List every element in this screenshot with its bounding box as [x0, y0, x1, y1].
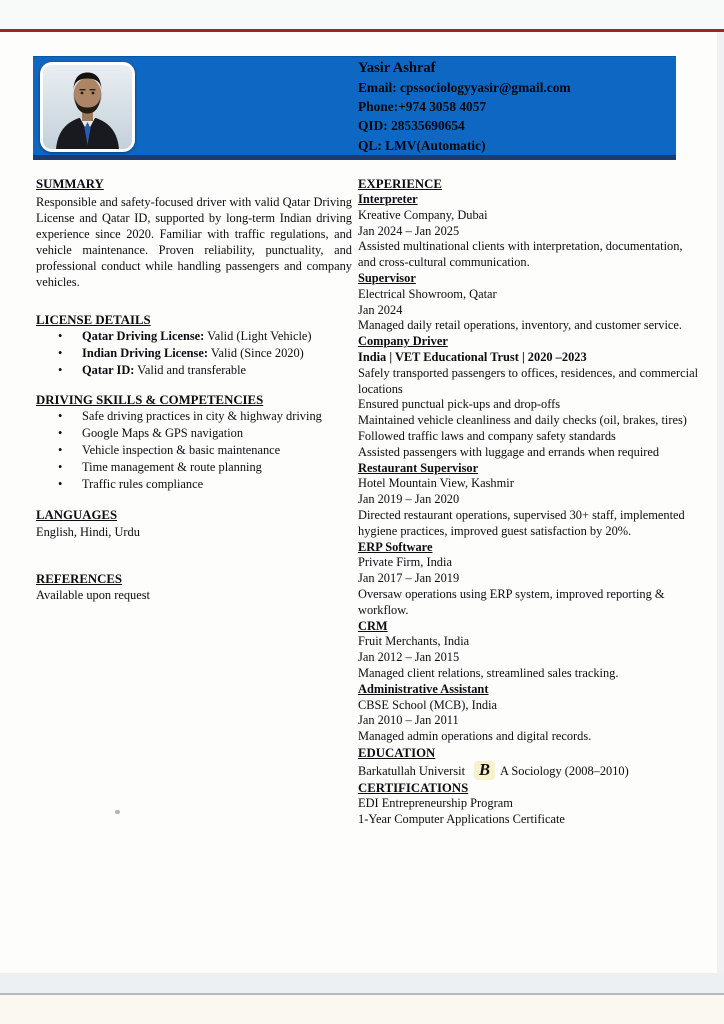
- page-right-edge: [717, 32, 724, 973]
- driving-skills-title: DRIVING SKILLS & COMPETENCIES: [36, 392, 264, 407]
- contact-qid: QID: 28535690654: [358, 118, 465, 134]
- license-item: • Qatar Driving License: Valid (Light Vehicle): [36, 328, 352, 345]
- job-entry: [358, 334, 702, 460]
- job-line: India | VET Educational Trust | 2020 –2023: [358, 349, 587, 364]
- experience-title: EXPERIENCE: [358, 177, 442, 191]
- job-line: Directed restaurant operations, supervised 30+ staff, implemented hygiene practices, improved guest satisfaction by 20%.: [358, 507, 685, 538]
- job-line: Private Firm, India: [358, 555, 452, 570]
- certification-item: EDI Entrepreneurship Program: [358, 795, 513, 810]
- job-title: CRM: [358, 618, 388, 633]
- license-item-label: Indian Driving License:: [82, 346, 208, 361]
- job-line: Safely transported passengers to offices, residences, and commercial locations: [358, 365, 699, 396]
- person-name: Yasir Ashraf: [358, 60, 436, 76]
- languages-title: LANGUAGES: [36, 507, 118, 522]
- experience-entries: [358, 192, 702, 745]
- job-entry: [358, 682, 702, 745]
- job-entry: [358, 540, 702, 619]
- license-list: [36, 328, 352, 380]
- profile-photo-image: [43, 65, 132, 149]
- certification-item: 1-Year Computer Applications Certificate: [358, 811, 565, 826]
- summary-title: SUMMARY: [36, 177, 104, 191]
- references-title: REFERENCES: [36, 571, 123, 586]
- job-line: Jan 2012 – Jan 2015: [358, 650, 460, 665]
- job-entry: [358, 619, 702, 682]
- license-details-title: LICENSE DETAILS: [36, 313, 151, 327]
- job-title: Supervisor: [358, 270, 416, 285]
- job-line: Hotel Mountain View, Kashmir: [358, 476, 514, 491]
- stray-mark-artifact: [115, 810, 120, 814]
- contact-header: [33, 56, 676, 160]
- education-entry: [358, 761, 702, 780]
- job-entry: [358, 461, 702, 540]
- job-line: Jan 2017 – Jan 2019: [358, 571, 460, 586]
- left-column: [36, 176, 352, 603]
- job-line: Fruit Merchants, India: [358, 634, 470, 649]
- job-title: Administrative Assistant: [358, 681, 489, 696]
- profile-photo: [40, 62, 135, 152]
- license-item: • Qatar ID: Valid and transferable: [36, 362, 352, 379]
- job-line: Oversaw operations using ERP system, improved reporting & workflow.: [358, 586, 665, 617]
- job-line: Jan 2019 – Jan 2020: [358, 492, 460, 507]
- job-line: Managed daily retail operations, inventory, and customer service.: [358, 318, 682, 333]
- education-title: EDUCATION: [358, 745, 436, 760]
- job-line: CBSE School (MCB), India: [358, 697, 498, 712]
- skill-item: • Safe driving practices in city & highway driving: [36, 408, 352, 425]
- skill-item: • Traffic rules compliance: [36, 476, 352, 493]
- certifications-list: [358, 796, 702, 828]
- summary-text: Responsible and safety-focused driver with valid Qatar Driving License and Qatar ID, supported by long-term Indian driving experience since 2020. Familiar with traffic regulations, and vehicle maintenance. Proven reliability, punctuality, and professional conduct while handling passengers and company vehicles.: [36, 195, 352, 289]
- job-title: Interpreter: [358, 192, 418, 206]
- job-line: Jan 2024 – Jan 2025: [358, 223, 460, 238]
- skills-list: [36, 408, 352, 494]
- job-line: Jan 2010 – Jan 2011: [358, 713, 459, 728]
- bottom-gray-band: [0, 973, 724, 995]
- job-line: Managed admin operations and digital records.: [358, 729, 592, 744]
- license-item-label: Qatar Driving License:: [82, 329, 205, 343]
- languages-text: English, Hindi, Urdu: [36, 524, 140, 539]
- right-column: [358, 176, 702, 827]
- license-item: • Indian Driving License: Valid (Since 2020): [36, 345, 352, 362]
- certifications-title: CERTIFICATIONS: [358, 780, 469, 795]
- job-line: Followed traffic laws and company safety standards: [358, 428, 616, 443]
- job-line: Maintained vehicle cleanliness and daily checks (oil, brakes, tires): [358, 413, 687, 428]
- contact-email: Email: cpssociologyyasir@gmail.com: [358, 80, 571, 95]
- job-line: Jan 2024: [358, 302, 403, 317]
- contact-ql: QL: LMV(Automatic): [358, 137, 486, 153]
- job-entry: [358, 271, 702, 334]
- contact-block: [358, 58, 571, 155]
- job-line: Ensured punctual pick-ups and drop-offs: [358, 397, 561, 412]
- job-title: ERP Software: [358, 539, 433, 554]
- job-entry: [358, 192, 702, 271]
- license-item-label: Qatar ID:: [82, 363, 135, 378]
- job-line: Assisted multinational clients with interpretation, documentation, and cross-cultural communication.: [358, 239, 683, 270]
- skill-item: • Time management & route planning: [36, 459, 352, 476]
- below-page-area: [0, 995, 724, 1024]
- job-line: Managed client relations, streamlined sales tracking.: [358, 665, 619, 680]
- job-title: Company Driver: [358, 334, 448, 349]
- job-line: Kreative Company, Dubai: [358, 207, 488, 222]
- education-text-pre: Barkatullah Universit: [358, 763, 466, 778]
- job-title: Restaurant Supervisor: [358, 460, 479, 475]
- education-highlighted-letter: B: [474, 761, 495, 780]
- contact-phone: Phone:+974 3058 4057: [358, 99, 487, 115]
- skill-item: • Vehicle inspection & basic maintenance: [36, 442, 352, 459]
- skill-item: • Google Maps & GPS navigation: [36, 425, 352, 442]
- education-text-post: A Sociology (2008–2010): [500, 763, 629, 778]
- job-line: Electrical Showroom, Qatar: [358, 286, 497, 301]
- job-line: Assisted passengers with luggage and errands when required: [358, 444, 660, 459]
- references-text: Available upon request: [36, 587, 151, 602]
